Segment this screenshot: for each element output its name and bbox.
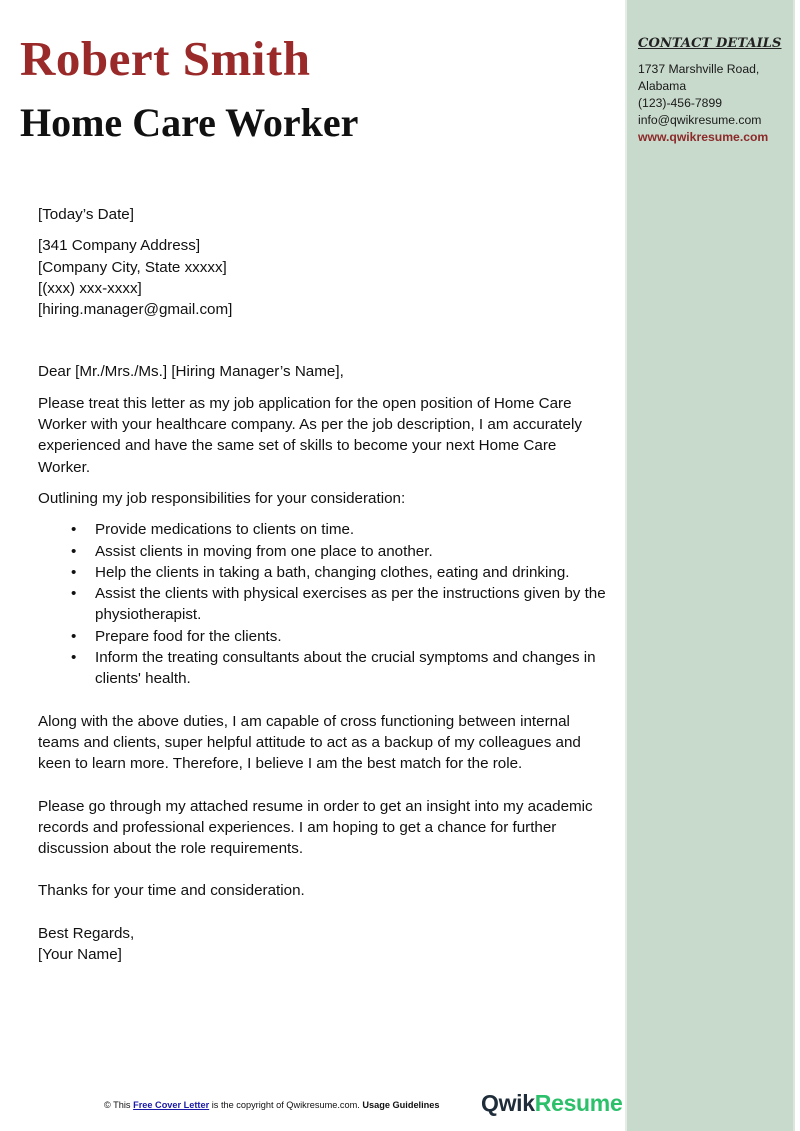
letter-date: [Today’s Date] xyxy=(38,206,134,223)
qwikresume-logo[interactable] xyxy=(481,1090,622,1117)
thanks-line: Thanks for your time and consideration. xyxy=(38,882,305,900)
salutation: Dear [Mr./Mrs./Ms.] [Hiring Manager’s Name], xyxy=(38,363,344,381)
contact-address-line1: 1737 Marshville Road, xyxy=(638,62,760,76)
para-resume: Please go through my attached resume in order to get an insight into my academic records and professional experiences. I am hoping to get a chance for further discussion about the role requirements. xyxy=(38,797,593,858)
duty-item: • Prepare food for the clients. xyxy=(95,626,608,647)
logo-resume: Resume xyxy=(534,1090,623,1116)
intro-paragraph: Please treat this letter as my job application for the open position of Home Care Worker with your healthcare company. As per the job description, I am accurately experienced and have the same set of skills to become your next Home Care Worker. xyxy=(38,394,582,476)
applicant-name: Robert Smith xyxy=(20,31,311,86)
recipient-city: [Company City, State xxxxx] xyxy=(38,258,227,276)
duty-item: • Assist the clients with physical exercises as per the instructions given by the physiotherapist. xyxy=(95,583,608,626)
signature: [Your Name] xyxy=(38,946,122,964)
job-title: Home Care Worker xyxy=(20,100,359,145)
duty-item: • Provide medications to clients on time. xyxy=(95,519,608,540)
duties-intro: Outlining my job responsibilities for your consideration: xyxy=(38,489,406,507)
contact-phone: (123)-456-7899 xyxy=(638,96,723,110)
duties-list xyxy=(38,519,608,689)
recipient-email: [hiring.manager@gmail.com] xyxy=(38,301,233,319)
logo-qwik: Qwik xyxy=(481,1090,535,1116)
free-cover-letter-link[interactable]: Free Cover Letter xyxy=(133,1100,210,1110)
contact-address-line2: Alabama xyxy=(638,79,687,93)
duty-item: • Inform the treating consultants about the crucial symptoms and changes in clients' health. xyxy=(95,647,608,690)
para-capabilities: Along with the above duties, I am capable of cross functioning between internal teams and clients, super helpful attitude to act as a backup of my colleagues and keen to learn more. Therefore, I believe I am the best match for the role. xyxy=(38,712,581,773)
letter-body xyxy=(38,204,608,965)
contact-details-heading: CONTACT DETAILS xyxy=(638,36,782,51)
duty-item: • Help the clients in taking a bath, changing clothes, eating and drinking. xyxy=(95,562,608,583)
closing: Best Regards, xyxy=(38,924,135,942)
footer-text-middle: is the copyright of Qwikresume.com. xyxy=(211,1100,360,1110)
copyright-footer xyxy=(104,1100,440,1110)
duty-item: • Assist clients in moving from one place to another. xyxy=(95,541,608,562)
usage-guidelines-link[interactable]: Usage Guidelines xyxy=(362,1100,440,1110)
recipient-address: [341 Company Address] xyxy=(38,237,201,255)
recipient-phone: [(xxx) xxx-xxxx] xyxy=(38,279,142,297)
footer-text-prefix: This xyxy=(113,1100,131,1110)
contact-website[interactable]: www.qwikresume.com xyxy=(638,130,769,144)
contact-sidebar xyxy=(625,0,795,1131)
copyright-icon: © xyxy=(104,1100,111,1110)
contact-email[interactable]: info@qwikresume.com xyxy=(638,113,762,127)
